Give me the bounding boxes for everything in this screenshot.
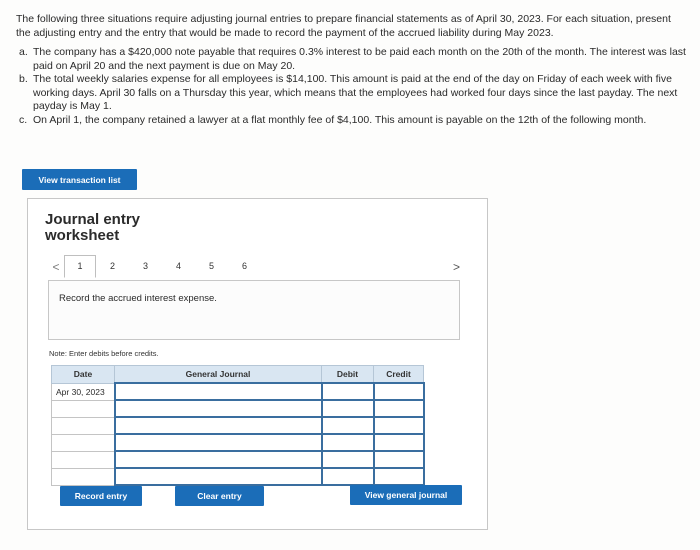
table-row [52, 383, 424, 400]
situation-text: The total weekly salaries expense for all employees is $14,100. This amount is paid at the end of the day on Friday of each week with five working days. April 30 falls on a Thursday this year, which means that the employees had worked four days since the last payday. The next payday is May 1. [33, 73, 678, 112]
date-cell[interactable] [52, 434, 115, 451]
view-general-journal-button[interactable]: View general journal [350, 485, 462, 505]
date-cell[interactable] [52, 451, 115, 468]
table-row [52, 434, 424, 451]
page-tab-4[interactable]: 4 [175, 261, 181, 271]
journal-header-row [52, 366, 424, 384]
credit-header: Credit [374, 366, 424, 384]
date-cell[interactable]: Apr 30, 2023 [52, 383, 115, 400]
problem-statement [16, 13, 688, 127]
journal-entry-worksheet [27, 198, 488, 530]
account-input[interactable] [115, 417, 322, 434]
debit-input[interactable] [322, 451, 374, 468]
credit-input[interactable] [374, 451, 424, 468]
account-input[interactable] [115, 383, 322, 400]
situation-text: The company has a $420,000 note payable that requires 0.3% interest to be paid each month on the 20th of the month. The interest was last paid on April 20 and the next payment is due on May 20. [33, 46, 686, 72]
account-input[interactable] [115, 434, 322, 451]
debit-input[interactable] [322, 417, 374, 434]
date-cell[interactable] [52, 468, 115, 485]
date-header: Date [52, 366, 115, 384]
credit-input[interactable] [374, 400, 424, 417]
debit-input[interactable] [322, 434, 374, 451]
date-cell[interactable] [52, 417, 115, 434]
chevron-right-icon[interactable]: > [453, 259, 461, 274]
general-journal-header: General Journal [115, 366, 322, 384]
note-text: Note: Enter debits before credits. [49, 349, 159, 358]
situation-list [16, 46, 688, 127]
journal-table [51, 365, 425, 486]
credit-input[interactable] [374, 434, 424, 451]
page-tab-2[interactable]: 2 [109, 261, 115, 271]
date-cell[interactable] [52, 400, 115, 417]
page-tab-1[interactable]: 1 [64, 255, 96, 278]
clear-entry-button[interactable]: Clear entry [175, 486, 264, 506]
worksheet-title: Journal entry worksheet [45, 211, 141, 244]
page-tab-3[interactable]: 3 [142, 261, 148, 271]
table-row [52, 417, 424, 434]
table-row [52, 468, 424, 485]
debit-input[interactable] [322, 400, 374, 417]
credit-input[interactable] [374, 468, 424, 485]
situation-letter: c. [19, 113, 28, 126]
view-transaction-list-button[interactable]: View transaction list [22, 169, 137, 190]
page-tab-6[interactable]: 6 [241, 261, 247, 271]
account-input[interactable] [115, 400, 322, 417]
situation-item-b [16, 73, 688, 114]
instruction-text: Record the accrued interest expense. [59, 293, 217, 304]
credit-input[interactable] [374, 383, 424, 400]
account-input[interactable] [115, 451, 322, 468]
situation-text: On April 1, the company retained a lawyer at a flat monthly fee of $4,100. This amount is payable on the 12th of the following month. [33, 113, 647, 126]
situation-item-c [16, 114, 688, 128]
table-row [52, 451, 424, 468]
debit-header: Debit [322, 366, 374, 384]
chevron-left-icon[interactable]: < [52, 259, 60, 274]
intro-paragraph: The following three situations require adjusting journal entries to prepare financial statements as of April 30, 2023. For each situation, present the adjusting entry and the entry that would be made to record the payment of the accrued liability during May 2023. [16, 13, 671, 39]
debit-input[interactable] [322, 468, 374, 485]
table-row [52, 400, 424, 417]
record-entry-button[interactable]: Record entry [60, 486, 142, 506]
debit-input[interactable] [322, 383, 374, 400]
situation-letter: b. [19, 73, 28, 85]
instruction-box [48, 280, 460, 340]
situation-item-a [16, 46, 688, 73]
account-input[interactable] [115, 468, 322, 485]
credit-input[interactable] [374, 417, 424, 434]
situation-letter: a. [19, 46, 28, 58]
worksheet-pager [48, 255, 468, 278]
page-tab-5[interactable]: 5 [208, 261, 214, 271]
